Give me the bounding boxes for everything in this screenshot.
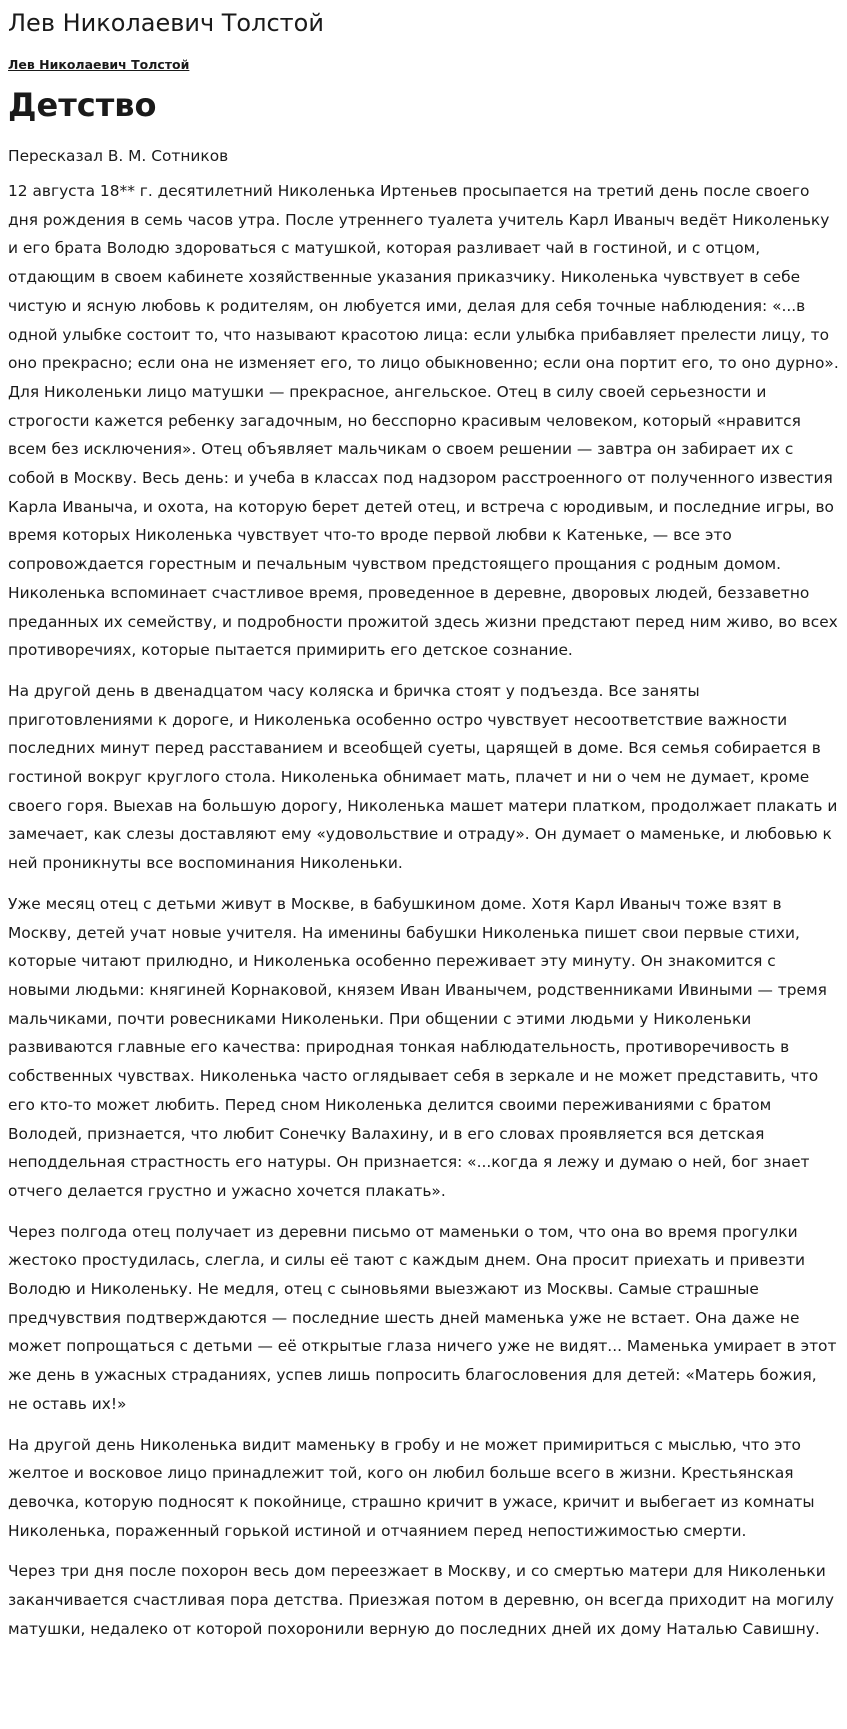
reteller-credit: Пересказал В. М. Сотников	[8, 147, 229, 165]
summary-paragraph: На другой день в двенадцатом часу коляска и бричка стоят у подъезда. Все заняты приготовлениями к дороге, и Николенька особенно остро чувствует несоответствие важности последних минут перед расставанием и всеобщей суеты, царящей в доме. Вся семья собирается в гостиной вокруг круглого стола. Николенька обнимает мать, плачет и ни о чем не думает, кроме своего горя. Выехав на большую дорогу, Николенька машет матери платком, продолжает плакать и замечает, как слезы доставляют ему «удовольствие и отраду». Он думает о маменьке, и любовью к ней проникнуты все воспоминания Николеньки.	[8, 681, 838, 873]
summary-paragraph: Через полгода отец получает из деревни письмо от маменьки о том, что она во время прогулки жестоко простудилась, слегла, и силы её тают с каждым днем. Она просит приехать и привезти Володю и Николеньку. Не медля, отец с сыновьями выезжают из Москвы. Самые страшные предчувствия подтверждаются — последние шесть дней маменька уже не встает. Она даже не может попрощаться с детьми — её открытые глаза ничего уже не видят... Маменька умирает в этот же день в ужасных страданиях, успев лишь попросить благословения для детей: «Матерь божия, не оставь их!»	[8, 1222, 837, 1413]
summary-text	[8, 177, 841, 1643]
summary-paragraph: 12 августа 18** г. десятилетний Николенька Иртеньев просыпается на третий день после своего дня рождения в семь часов утра. После утреннего туалета учитель Карл Иваныч ведёт Николеньку и его брата Володю здороваться с матушкой, которая разливает чай в гостиной, и с отцом, отдающим в своем кабинете хозяйственные указания приказчику. Николенька чувствует в себе чистую и ясную любовь к родителям, он любуется ими, делая для себя точные наблюдения: «...в одной улыбке состоит то, что называют красотою лица: если улыбка прибавляет прелести лицу, то оно прекрасно; если она не изменяет его, то лицо обыкновенно; если она портит его, то оно дурно». Для Николеньки лицо матушки — прекрасное, ангельское. Отец в силу своей серьезности и строгости кажется ребенку загадочным, но бесспорно красивым человеком, который «нравится всем без исключения». Отец объявляет мальчикам о своем решении — завтра он забирает их с собой в Москву. Весь день: и учеба в классах под надзором расстроенного от полученного известия Карла Иваныча, и охота, на которую берет детей отец, и встреча с юродивым, и последние игры, во время которых Николенька чувствует что-то вроде первой любви к Катеньке, — все это сопровождается горестным и печальным чувством предстоящего прощания с родным домом. Николенька вспоминает счастливое время, проведенное в деревне, дворовых людей, беззаветно преданных их семейству, и подробности прожитой здесь жизни предстают перед ним живо, во всех противоречиях, которые пытается примирить его детское сознание.	[8, 182, 839, 660]
site-author-header: Лев Николаевич Толстой	[8, 9, 324, 37]
summary-paragraph: Уже месяц отец с детьми живут в Москве, в бабушкином доме. Хотя Карл Иваныч тоже взят в Москву, детей учат новые учителя. На именины бабушки Николенька пишет свои первые стихи, которые читают прилюдно, и Николенька особенно переживает эту минуту. Он знакомится с новыми людьми: княгиней Корнаковой, князем Иван Иванычем, родственниками Ивиными — тремя мальчиками, почти ровесниками Николеньки. При общении с этими людьми у Николеньки развиваются главные его качества: природная тонкая наблюдательность, противоречивость в собственных чувствах. Николенька часто оглядывает себя в зеркале и не может представить, что его кто-то может любить. Перед сном Николенька делится своими переживаниями с братом Володей, признается, что любит Сонечку Валахину, и в его словах проявляется вся детская неподдельная страстность его натуры. Он признается: «...когда я лежу и думаю о ней, бог знает отчего делается грустно и ужасно хочется плакать».	[8, 894, 827, 1200]
summary-paragraph: На другой день Николенька видит маменьку в гробу и не может примириться с мыслью, что это желтое и восковое лицо принадлежит той, кого он любил больше всего в жизни. Крестьянская девочка, которую подносят к покойнице, страшно кричит в ужасе, кричит и выбегает из комнаты Николенька, пораженный горькой истиной и отчаянием перед непостижимостью смерти.	[8, 1435, 815, 1540]
summary-paragraph: Через три дня после похорон весь дом переезжает в Москву, и со смертью матери для Николеньки заканчивается счастливая пора детства. Приезжая потом в деревню, он всегда приходит на могилу матушки, недалеко от которой похоронили верную до последних дней их дому Наталью Савишну.	[8, 1562, 835, 1638]
work-title: Детство	[8, 86, 157, 124]
author-link[interactable]: Лев Николаевич Толстой	[8, 57, 190, 72]
